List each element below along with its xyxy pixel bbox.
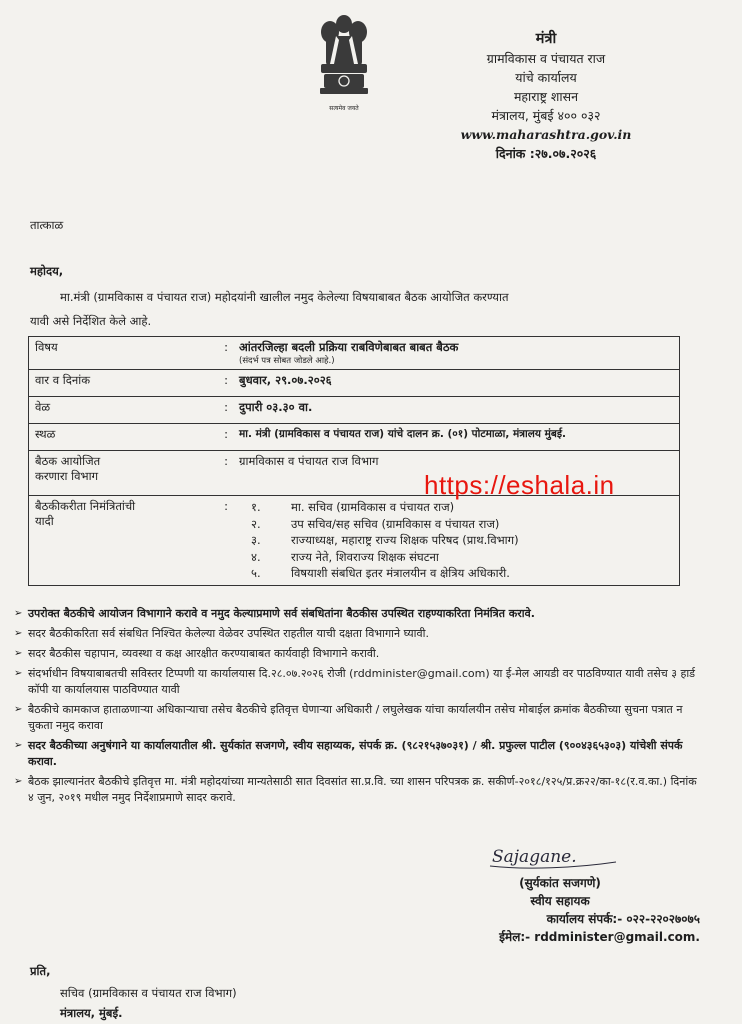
office-phone: कार्यालय संपर्क:- ०२२-२२०२७०७५ — [546, 912, 700, 926]
arrow-bullet-icon: ➢ — [14, 704, 23, 715]
invitee-number: ३. — [251, 533, 261, 547]
arrow-bullet-icon: ➢ — [14, 776, 23, 787]
lion-capital-icon — [302, 6, 386, 106]
note-text: सदर बैठकीकरिता सर्व संबधित निश्चित केलेल्या वेळेवर उपस्थित राहतील याची दक्षता विभागाने घ्यावी. — [28, 627, 429, 640]
list-item — [239, 532, 673, 549]
recipient-line-2: मंत्रालय, मुंबई. — [60, 1006, 123, 1020]
list-item — [14, 646, 704, 662]
urgency-label: तात्काळ — [30, 218, 64, 232]
place-value: मा. मंत्री (ग्रामविकास व पंचायत राज) यांचे दालन क्र. (०१) पोटमाळा, मंत्रालय मुंबई. — [233, 424, 680, 451]
letterhead-title: मंत्री — [535, 31, 557, 47]
colon: : — [219, 424, 233, 451]
organizer-label-cell — [29, 451, 220, 496]
invitees-label-cell — [29, 496, 220, 586]
invitee-name: उप सचिव/सह सचिव (ग्रामविकास व पंचायत राज) — [291, 516, 500, 531]
invitee-name: राज्य नेते, शिवराज्य शिक्षक संघटना — [291, 549, 439, 564]
letterhead-govt: महाराष्ट्र शासन — [513, 89, 579, 104]
invitees-list — [233, 496, 680, 586]
recipient-line-1: सचिव (ग्रामविकास व पंचायत राज विभाग) — [60, 986, 237, 1000]
invitee-name: विषयाशी संबधित इतर मंत्रालयीन व क्षेत्रिय अधिकारी. — [291, 566, 510, 580]
list-item — [239, 499, 673, 516]
emblem-motto: सत्यमेव जयते — [329, 105, 359, 112]
note-text: संदर्भाधीन विषयाबाबतची सविस्तर टिप्पणी या कार्यालयास दि.२८.०७.२०२६ रोजी (rddminister@gmail.com) या ई-मेल आयडी वर पाठविण्यात यावी तसेच ३ हार्ड कॉपी या कार्यालयास पाठविण्यात यावी — [28, 667, 696, 696]
table-row-time — [29, 397, 680, 424]
arrow-bullet-icon: ➢ — [14, 668, 23, 679]
letterhead-website: www.maharashtra.gov.in — [460, 127, 632, 142]
invitee-number: ४. — [251, 549, 261, 564]
invitee-number: ५. — [251, 566, 261, 580]
invitee-number: १. — [251, 500, 261, 514]
list-item — [14, 774, 704, 806]
recipient-label: प्रति, — [30, 964, 51, 978]
organizer-label-line-1: बैठक आयोजित — [35, 454, 101, 468]
list-item — [14, 702, 704, 734]
list-item — [14, 738, 704, 770]
note-text: सदर बैठकीस चहापान, व्यवस्था व कक्ष आरक्षीत करण्याबाबत कार्यवाही विभागाने करावी. — [28, 647, 380, 660]
list-item — [14, 666, 704, 698]
invitee-name: मा. सचिव (ग्रामविकास व पंचायत राज) — [291, 500, 455, 514]
letterhead — [416, 30, 676, 163]
instructions-list — [14, 606, 704, 810]
signature-block — [420, 874, 700, 946]
meeting-details-table — [28, 336, 680, 586]
intro-line-1: मा.मंत्री (ग्रामविकास व पंचायत राज) महोदयांनी खालील नमुद केलेल्या विषयाबाबत बैठक आयोजित करण्यात — [60, 290, 509, 304]
signature-script: Sajagane. — [492, 847, 577, 867]
table-row-invitees — [29, 496, 680, 586]
organizer-label-line-2: करणारा विभाग — [35, 469, 99, 483]
day-value: बुधवार, २९.०७.२०२६ — [233, 370, 680, 397]
letterhead-address: मंत्रालय, मुंबई ४०० ०३२ — [491, 108, 601, 123]
time-value: दुपारी ०३.३० वा. — [233, 397, 680, 424]
list-item — [239, 565, 673, 582]
invitees-label-line-2: यादी — [35, 514, 54, 528]
invitee-name: राज्याध्यक्ष, महाराष्ट्र राज्य शिक्षक परिषद (प्राथ.विभाग) — [291, 533, 519, 547]
table-row-subject — [29, 337, 680, 370]
arrow-bullet-icon: ➢ — [14, 628, 23, 639]
colon: : — [219, 496, 233, 586]
time-label: वेळ — [29, 397, 220, 424]
arrow-bullet-icon: ➢ — [14, 648, 23, 659]
subject-cell — [233, 337, 680, 370]
subject-note: (संदर्भ पत्र सोबत जोडले आहे.) — [239, 356, 335, 366]
salutation: महोदय, — [30, 264, 64, 278]
list-item — [14, 626, 704, 642]
signature — [486, 842, 646, 872]
invitees-label-line-1: बैठकीकरीता निमंत्रितांची — [35, 499, 136, 513]
table-row-place — [29, 424, 680, 451]
place-label: स्थळ — [29, 424, 220, 451]
note-text: बैठक झाल्यानंतर बैठकीचे इतिवृत्त मा. मंत्री महोदयांच्या मान्यतेसाठी सात दिवसांत सा.प्र.वि. च्या शासन परिपत्रक क्र. सकीर्ण-२०१८/१२५/प्र.क्र२२/का-१८(र.व.का.) दिनांक ४ जुन, २०१९ मधील नमुद निर्देशाप्रमाणे सादर करावे. — [28, 775, 697, 804]
signatory-designation: स्वीय सहायक — [530, 894, 590, 908]
colon: : — [219, 397, 233, 424]
invitee-number: २. — [251, 516, 261, 531]
organizer-value: ग्रामविकास व पंचायत राज विभाग — [233, 451, 680, 496]
intro-line-2: यावी असे निर्देशित केले आहे. — [30, 314, 152, 328]
list-item — [239, 549, 673, 566]
subject-label: विषय — [29, 337, 220, 370]
ashoka-emblem — [302, 6, 386, 118]
letter-date: दिनांक :२७.०७.२०२६ — [495, 146, 597, 161]
colon: : — [219, 451, 233, 496]
note-text: उपरोक्त बैठकीचे आयोजन विभागाने करावे व नमुद केल्याप्रमाणे सर्व संबधितांना बैठकीस उपस्थित राहण्याकरिता निमंत्रित करावे. — [28, 607, 535, 620]
list-item — [239, 516, 673, 533]
list-item — [14, 606, 704, 622]
watermark-url: https://eshala.in — [424, 470, 615, 500]
office-email: ईमेल:- rddminister@gmail.com. — [499, 930, 700, 944]
subject-value: आंतरजिल्हा बदली प्रक्रिया राबविणेबाबत बाबत बैठक — [239, 340, 459, 354]
signatory-name: (सुर्यकांत सजगणे) — [519, 876, 601, 890]
arrow-bullet-icon: ➢ — [14, 740, 23, 751]
arrow-bullet-icon: ➢ — [14, 608, 23, 619]
note-text: सदर बैठकीच्या अनुषंगाने या कार्यालयातील श्री. सुर्यकांत सजगणे, स्वीय सहाय्यक, संपर्क क्र. (९८२१५३७०३१) / श्री. प्रफुल्ल पाटील (९००४३६५३०३) यांचेशी संपर्क करावा. — [28, 739, 683, 768]
table-row-day — [29, 370, 680, 397]
colon: : — [219, 370, 233, 397]
colon: : — [219, 337, 233, 370]
letterhead-office: यांचे कार्यालय — [515, 70, 577, 85]
day-label: वार व दिनांक — [29, 370, 220, 397]
note-text: बैठकीचे कामकाज हाताळणाऱ्या अधिकाऱ्याचा तसेच बैठकीचे इतिवृत्त घेणाऱ्या अधिकारी / लघुलेखक यांचा कार्यालयीन तसेच मोबाईल क्रमांक बैठकीच्या सुचना पत्रात न चुकता नमुद करावा — [28, 703, 683, 732]
letterhead-dept: ग्रामविकास व पंचायत राज — [486, 51, 606, 66]
